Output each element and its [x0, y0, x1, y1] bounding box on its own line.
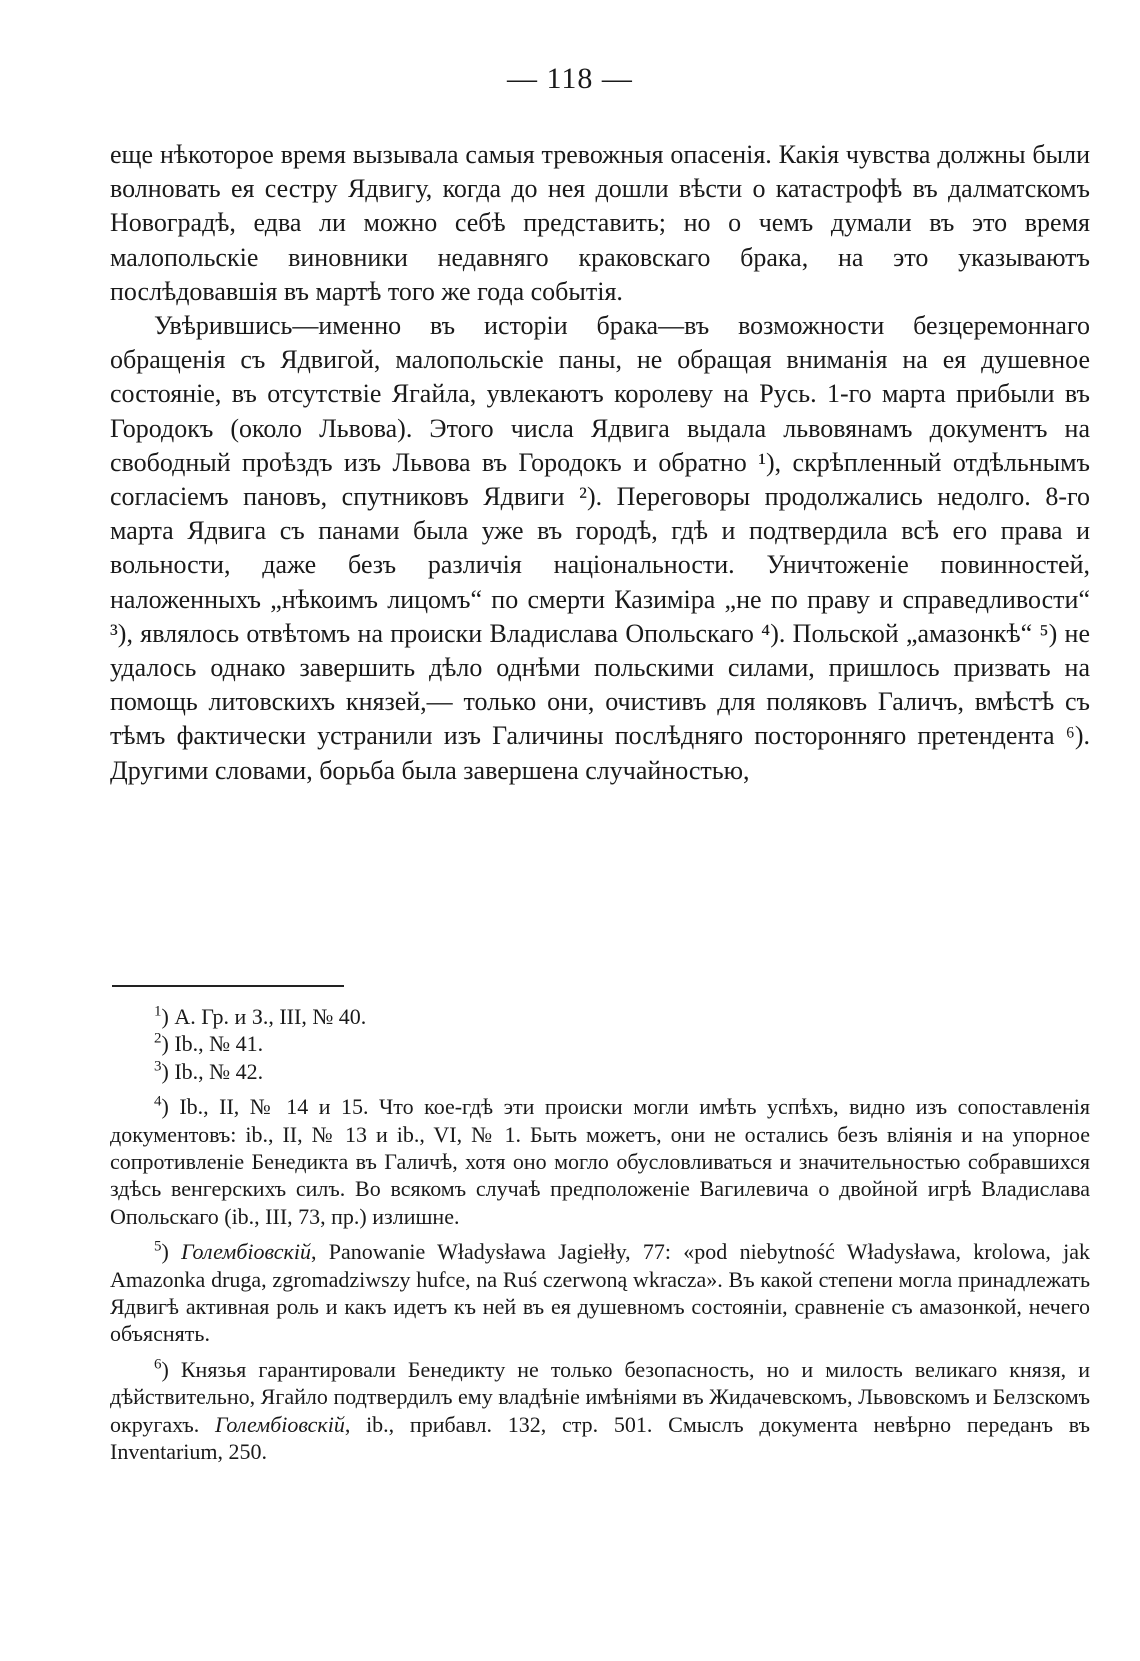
paragraph-2: Увѣрившись—именно въ исторіи брака—въ возможности безцеремоннаго обращенія съ Ядвигой, малопольскіе паны, не обращая вниманія на ея душевное состояніе, въ отсутствіе Ягайла, увлекаютъ королеву на Русь. 1-го марта прибыли въ Городокъ (около Львова). Этого числа Ядвига выдала львовянамъ документъ на свободный проѣздъ изъ Львова въ Городокъ и обратно ¹), скрѣпленный отдѣльнымъ согласіемъ пановъ, спутниковъ Ядвиги ²). Переговоры продолжались недолго. 8-го марта Ядвига съ панами была уже въ городѣ, гдѣ и подтвердила всѣ его права и вольности, даже безъ различія національности. Уничтоженіе повинностей, наложенныхъ „нѣкоимъ лицомъ“ по смерти Казиміра „не по праву и справедливости“ ³), являлось отвѣтомъ на происки Владислава Опольскаго ⁴). Польской „амазонкѣ“ ⁵) не удалось однако завершить дѣло однѣми польскими силами, пришлось призвать на помощь литовскихъ князей,— только они, очистивъ для поляковъ Галичъ, вмѣстѣ съ тѣмъ фактически устранили изъ Галичины послѣдняго посторонняго претендента ⁶). Другими словами, борьба была завершена случайностью, [110, 311, 1090, 785]
footnote-divider [112, 985, 344, 987]
footnote-text: ) Ib., № 41. [161, 1031, 264, 1057]
footnote-text: ) А. Гр. и З., III, № 40. [161, 1004, 367, 1029]
footnote-text: ) Князья гарантировали Бенедикту не только безопасность, но и милость великаго князя, и дѣйствительно, Ягайло подтвердилъ ему владѣніе имѣніями въ Жидачевскомъ, Львовскомъ и Белзскомъ округахъ. [110, 1356, 1090, 1437]
footnotes [110, 1003, 1090, 1474]
footnote-number: 6 [154, 1356, 162, 1373]
footnote-text: , ib., прибавл. 132, стр. 501. Смыслъ документа невѣрно переданъ въ Inventarium, 250. [110, 1411, 1090, 1465]
footnote-text: , Panowanie Władysława Jagiełły, 77: «pod niebytność Władysława, krolowa, jak Amazonka druga, zgromadziwszy hufce, na Ruś czerwoną wkracza». Въ какой степени могла принадлежать Ядвигѣ активная роль и какъ идетъ къ ней въ ея душевномъ состояніи, сравненіе съ амазонкой, нечего объяснять. [110, 1239, 1091, 1347]
main-text [110, 138, 1090, 788]
footnote-2 [110, 1030, 1090, 1057]
page-number: — 118 — [507, 62, 633, 95]
footnote-6 [110, 1356, 1090, 1466]
footnote-number: 2 [154, 1031, 162, 1048]
footnote-author: Голембіовскій [214, 1411, 345, 1437]
footnote-1 [110, 1003, 1090, 1030]
footnote-number: 4 [154, 1093, 162, 1110]
paragraph-1: еще нѣкоторое время вызывала самыя тревожныя опасенія. Какія чувства должны были волновать ея сестру Ядвигу, когда до нея дошли вѣсти о катастрофѣ въ далматскомъ Новоградѣ, едва ли можно себѣ представить; но о чемъ думали въ это время малопольскіе виновники недавняго краковскаго брака, на это указываютъ послѣдовавшія въ мартѣ того же года событія. [110, 140, 1090, 306]
footnote-number: 3 [154, 1058, 162, 1075]
footnote-number: 5 [154, 1238, 162, 1255]
footnote-text: ) Ib., № 42. [161, 1058, 264, 1084]
footnote-author: Голембіовскій [181, 1239, 311, 1265]
footnote-text: ) Ib., II, № 14 и 15. Что кое-гдѣ эти происки могли имѣть успѣхъ, видно изъ сопоставленія документовъ: ib., II, № 13 и ib., VI, № 1. Быть можетъ, они не остались безъ вліянія и на упорное сопротивленіе Бенедикта въ Галичѣ, хотя оно могло обусловливаться и значительностью собравшихся здѣсь венгерскихъ силъ. Во всякомъ случаѣ предположеніе Вагилевича о двойной игрѣ Владислава Опольскаго (ib., III, 73, пр.) излишне. [110, 1094, 1090, 1229]
footnote-number: 1 [154, 1003, 162, 1020]
footnote-5: $^5$) Голембіовскій, Panowanie Władysława Jagiełły, 77: «pod niebytność Władysława, krolowa, jak Amazonka druga, zgromadziwszy hufce, na Ruś czerwoną wkracza». Въ какой степени могла принадлежать Ядвигѣ активная роль и какъ идетъ къ ней въ ея душевномъ состояніи, сравненіе съ амазонкой, нечего объяснять. [110, 1238, 1091, 1347]
footnote-3 [110, 1058, 1090, 1085]
footnote-4 [110, 1093, 1090, 1230]
